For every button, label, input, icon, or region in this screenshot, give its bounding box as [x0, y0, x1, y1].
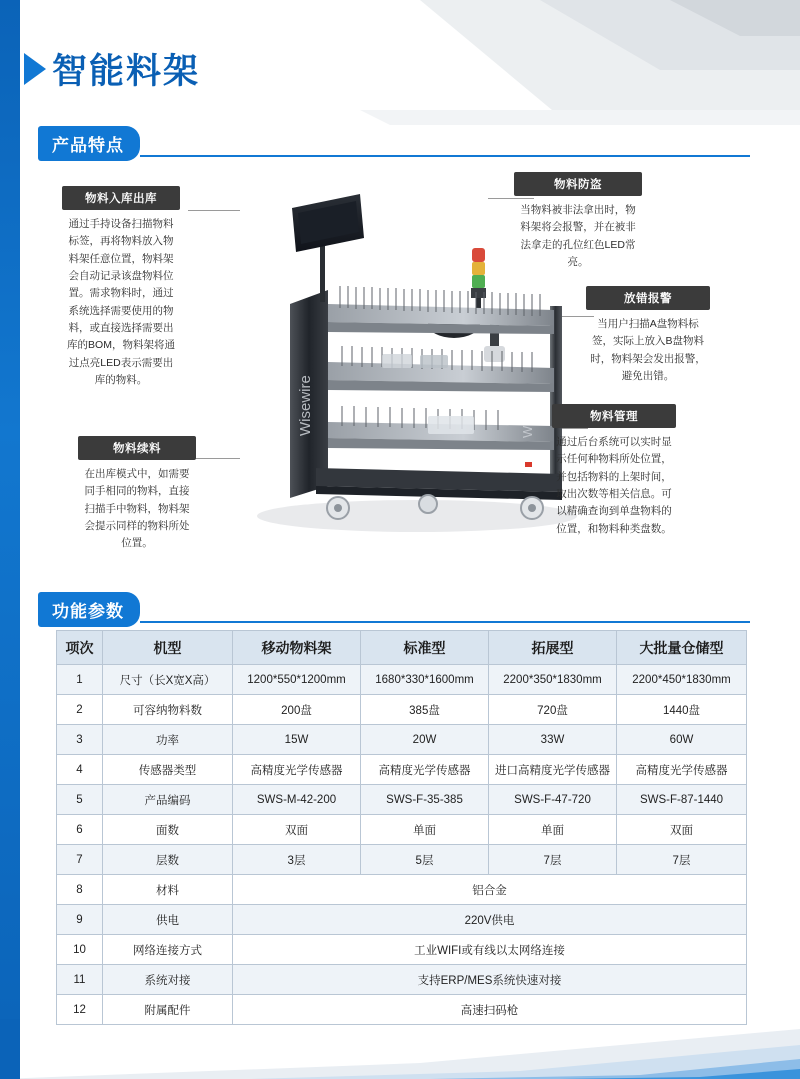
row-label-cell: 产品编码: [103, 785, 233, 815]
table-row: [57, 665, 747, 695]
row-index-cell: 9: [57, 905, 103, 935]
row-value-cell: 1440盘: [617, 695, 747, 725]
feature-title: 物料入库出库: [62, 186, 180, 210]
row-label-cell: 尺寸（长X宽X高）: [103, 665, 233, 695]
row-value-cell: SWS-F-87-1440: [617, 785, 747, 815]
row-index-cell: 8: [57, 875, 103, 905]
table-row: [57, 935, 747, 965]
row-label-cell: 网络连接方式: [103, 935, 233, 965]
row-label-cell: 面数: [103, 815, 233, 845]
svg-text:W: W: [520, 425, 535, 438]
row-label-cell: 材料: [103, 875, 233, 905]
row-value-cell: 3层: [233, 845, 361, 875]
section-header-features: [38, 126, 750, 161]
table-row: [57, 695, 747, 725]
row-value-cell: 5层: [361, 845, 489, 875]
feature-body: 当物料被非法拿出时，物料架将会报警，并在被非法拿走的孔位红色LED常亮。: [520, 204, 636, 268]
row-value-cell: 单面: [489, 815, 617, 845]
row-value-cell: 2200*350*1830mm: [489, 665, 617, 695]
spec-table-head: [57, 631, 747, 665]
row-value-cell: 进口高精度光学传感器: [489, 755, 617, 785]
row-index-cell: 4: [57, 755, 103, 785]
feature-title: 放错报警: [586, 286, 710, 310]
table-header-row: [57, 631, 747, 665]
row-index-cell: 12: [57, 995, 103, 1025]
section-rule-params: [140, 621, 750, 623]
top-decoration: [240, 0, 800, 125]
table-row: [57, 965, 747, 995]
feature-card-material-inbound-outbound: [62, 186, 180, 389]
table-header-cell: 大批量仓储型: [617, 631, 747, 665]
table-header-cell: 标准型: [361, 631, 489, 665]
section-tag-features: 产品特点: [38, 126, 140, 161]
section-header-params: [38, 592, 750, 627]
row-value-cell: 高精度光学传感器: [617, 755, 747, 785]
row-value-cell: 双面: [617, 815, 747, 845]
row-index-cell: 2: [57, 695, 103, 725]
feature-card-wrong-place-alarm: [586, 286, 710, 385]
feature-card-material-replenish: [78, 436, 196, 553]
feature-title: 物料续料: [78, 436, 196, 460]
section-rule-features: [140, 155, 750, 157]
row-value-cell: 单面: [361, 815, 489, 845]
table-header-cell: 机型: [103, 631, 233, 665]
title-arrow-icon: [24, 53, 46, 85]
features-area: [36, 158, 776, 578]
table-row: [57, 815, 747, 845]
spec-table-body: [57, 665, 747, 1025]
table-row: [57, 755, 747, 785]
row-value-cell: 1200*550*1200mm: [233, 665, 361, 695]
row-value-cell: 2200*450*1830mm: [617, 665, 747, 695]
row-value-cell: 高精度光学传感器: [361, 755, 489, 785]
row-value-cell: 200盘: [233, 695, 361, 725]
left-edge-bar: [0, 0, 20, 1079]
row-value-cell: 15W: [233, 725, 361, 755]
row-index-cell: 7: [57, 845, 103, 875]
row-label-cell: 功率: [103, 725, 233, 755]
feature-body: 在出库模式中，如需要同手相同的物料，直接扫描手中物料，物料架会提示同样的物料所处位置。: [84, 468, 190, 550]
row-label-cell: 层数: [103, 845, 233, 875]
row-index-cell: 11: [57, 965, 103, 995]
feature-body: 当用户扫描A盘物料标签，实际上放入B盘物料时，物料架会发出报警，避免出错。: [590, 318, 706, 382]
spec-table-container: [56, 630, 746, 1025]
feature-card-material-management: [552, 404, 676, 538]
row-index-cell: 5: [57, 785, 103, 815]
section-tag-params: 功能参数: [38, 592, 140, 627]
table-row: [57, 845, 747, 875]
row-value-cell: 双面: [233, 815, 361, 845]
table-row: [57, 905, 747, 935]
feature-body: 通过后台系统可以实时显示任何种物料所处位置，并包括物料的上架时间，取出次数等相关信息。可以精确查询到单盘物料的位置，和物料种类盘数。: [556, 436, 672, 535]
row-index-cell: 10: [57, 935, 103, 965]
row-value-cell: 高速扫码枪: [233, 995, 747, 1025]
row-value-cell: 7层: [617, 845, 747, 875]
table-row: [57, 875, 747, 905]
feature-card-anti-theft: [514, 172, 642, 271]
row-value-cell: SWS-F-35-385: [361, 785, 489, 815]
row-value-cell: 支持ERP/MES系统快速对接: [233, 965, 747, 995]
row-index-cell: 6: [57, 815, 103, 845]
row-value-cell: 工业WIFI或有线以太网络连接: [233, 935, 747, 965]
row-value-cell: 220V供电: [233, 905, 747, 935]
svg-text:Wisewire: Wisewire: [297, 375, 314, 436]
page-title-text: 智能料架: [52, 52, 201, 91]
table-header-cell: 拓展型: [489, 631, 617, 665]
row-index-cell: 3: [57, 725, 103, 755]
row-value-cell: 33W: [489, 725, 617, 755]
row-value-cell: 20W: [361, 725, 489, 755]
spec-table: [56, 630, 747, 1025]
feature-body: 通过手持设备扫描物料标签，再将物料放入物料架任意位置，物料架会自动记录该盘物料位置。需求物料时，通过系统选择需要使用的物料，或直接选择需要出库的BOM，物料架将通过点亮LED表示需要出库的物料。: [67, 218, 175, 386]
row-value-cell: SWS-M-42-200: [233, 785, 361, 815]
row-value-cell: SWS-F-47-720: [489, 785, 617, 815]
row-value-cell: 60W: [617, 725, 747, 755]
feature-title: 物料防盗: [514, 172, 642, 196]
table-header-cell: 项次: [57, 631, 103, 665]
table-row: [57, 725, 747, 755]
row-value-cell: 7层: [489, 845, 617, 875]
row-value-cell: 铝合金: [233, 875, 747, 905]
table-header-cell: 移动物料架: [233, 631, 361, 665]
row-value-cell: 720盘: [489, 695, 617, 725]
feature-title: 物料管理: [552, 404, 676, 428]
row-value-cell: 385盘: [361, 695, 489, 725]
row-label-cell: 系统对接: [103, 965, 233, 995]
table-row: [57, 995, 747, 1025]
page-title: [24, 44, 200, 94]
row-label-cell: 传感器类型: [103, 755, 233, 785]
bottom-decoration: [0, 1019, 800, 1079]
row-label-cell: 供电: [103, 905, 233, 935]
table-row: [57, 785, 747, 815]
row-value-cell: 高精度光学传感器: [233, 755, 361, 785]
row-value-cell: 1680*330*1600mm: [361, 665, 489, 695]
row-label-cell: 可容纳物料数: [103, 695, 233, 725]
row-label-cell: 附属配件: [103, 995, 233, 1025]
row-index-cell: 1: [57, 665, 103, 695]
